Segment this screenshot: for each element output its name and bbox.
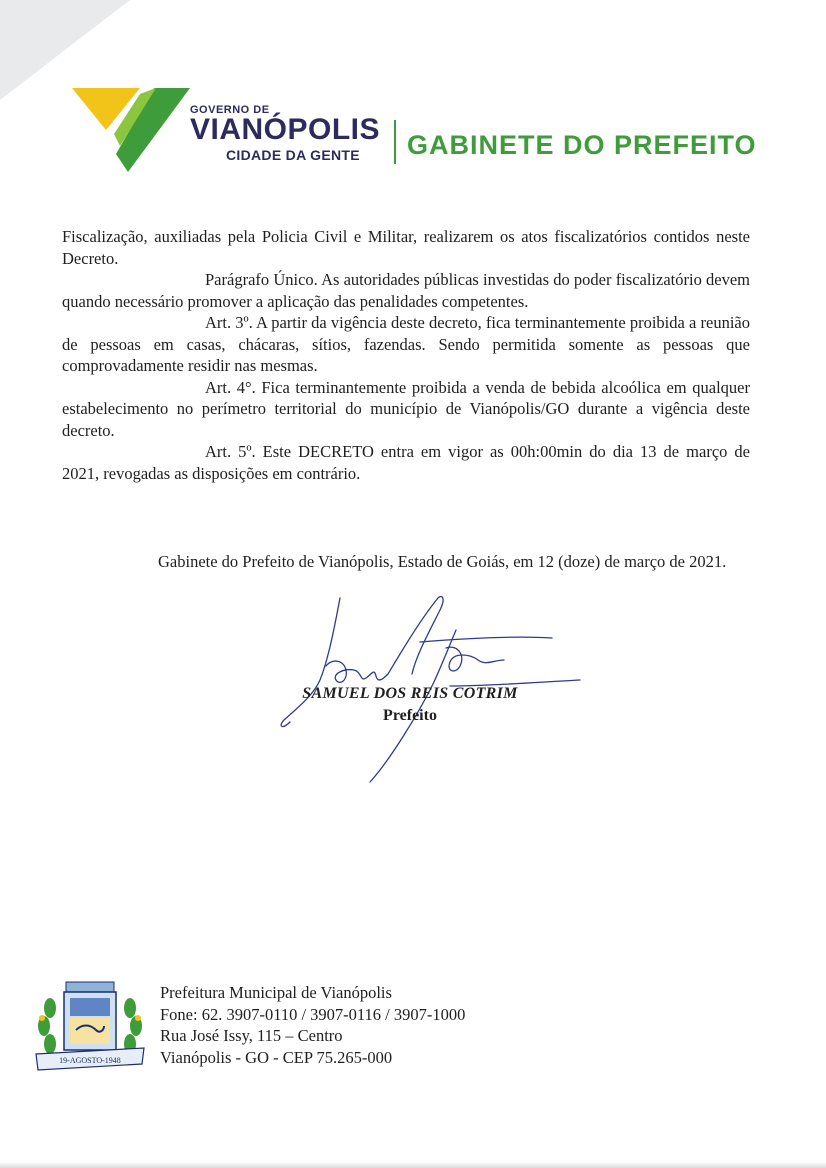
footer-address: Rua José Issy, 115 – Centro (160, 1026, 343, 1045)
letterhead (70, 84, 760, 180)
brand-top-text: GOVERNO DE (190, 104, 270, 116)
municipal-coat-of-arms-icon (30, 978, 150, 1074)
section-title: GABINETE DO PREFEITO (407, 130, 757, 160)
paragraph-sole: Parágrafo Único. As autoridades públicas investidas do poder fiscalizatório devem quando necessário promover a aplicação das penalidades competentes. (62, 270, 750, 311)
closing-text: Gabinete do Prefeito de Vianópolis, Estado de Goiás, em 12 (doze) de março de 2021. (158, 552, 727, 571)
page-bottom-edge (0, 1162, 826, 1168)
footer-contact (160, 982, 465, 1068)
signatory-role: Prefeito (383, 707, 437, 724)
closing-block (62, 551, 750, 573)
brand-name: VIANÓPOLIS (190, 113, 381, 146)
brand-tagline: CIDADE DA GENTE (226, 147, 360, 163)
footer-phone: Fone: 62. 3907-0110 / 3907-0116 / 3907-1000 (160, 1004, 466, 1024)
footer-institution: Prefeitura Municipal de Vianópolis (160, 983, 392, 1002)
seal-banner-text: 19-AGOSTO-1948 (59, 1056, 121, 1065)
signatory-name: SAMUEL DOS REIS COTRIM (302, 685, 518, 702)
paragraph-art-4: Art. 4°. Fica terminantemente proibida a venda de bebida alcoólica em qualquer estabelecimento no perímetro territorial do município de Vianópolis/GO durante a vigência deste decreto. (62, 377, 750, 440)
header-divider (394, 120, 396, 164)
paragraph-art-5: Art. 5º. Este DECRETO entra em vigor as 00h:00min do dia 13 de março de 2021, revogadas as disposições em contrário. (62, 442, 750, 483)
decree-body (62, 226, 750, 484)
paragraph-art-3: Art. 3º. A partir da vigência deste decreto, fica terminantemente proibida a reunião de pessoas em casas, chácaras, sítios, fazendas. Sendo permitida somente as pessoas que comprovadamente residir nas mesmas. (62, 313, 750, 375)
footer-city-cep: Vianópolis - GO - CEP 75.265-000 (160, 1047, 393, 1067)
vianopolis-logo-icon (70, 84, 190, 176)
paragraph-continuation: Fiscalização, auxiliadas pela Policia Civil e Militar, realizarem os atos fiscalizatórios contidos neste Decreto. (62, 227, 750, 268)
